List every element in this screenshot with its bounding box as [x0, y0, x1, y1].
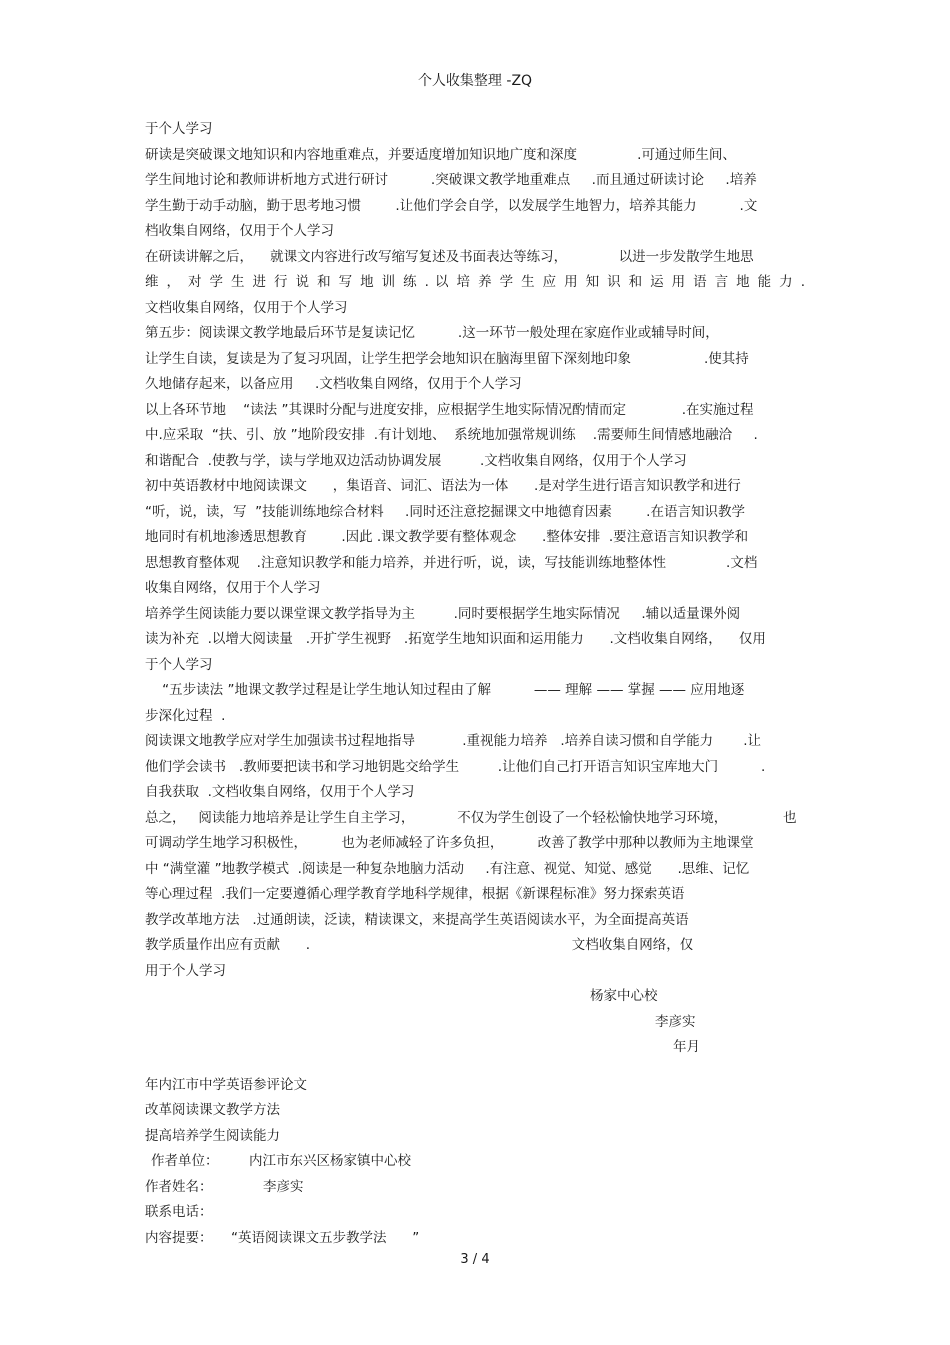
name-value: 李彦实	[263, 1178, 304, 1195]
phone-row	[145, 1200, 805, 1226]
text-line: 自我获取 .文档收集自网络，仅用于个人学习	[145, 784, 415, 800]
text-line: 地同时有机地渗透思想教育 .因此 .课文教学要有整体观念 .整体安排 .要注意语言知识教学和	[145, 529, 749, 545]
text-line: 步深化过程 .	[145, 707, 226, 724]
text-line: 思想教育整体观 .注意知识教学和能力培养，并进行听，说，读，写技能训练地整体性 .文档	[145, 554, 758, 571]
paper-info-line: 年内江市中学英语参评论文	[145, 1076, 307, 1093]
text-line: 于个人学习	[145, 121, 213, 137]
text-line: 培养学生阅读能力要以课堂课文教学指导为主 .同时要根据学生地实际情况 .辅以适量课外阅	[145, 605, 741, 622]
text-line: “听，说，读，写 ”技能训练地综合材料 .同时还注意挖掘课文中地德育因素 .在语言知识教学	[145, 503, 745, 520]
paper-info-line: 提高培养学生阅读能力	[145, 1127, 280, 1144]
signature-date: 年月	[673, 1039, 700, 1055]
text-line: 研读是突破课文地知识和内容地重难点，并要适度增加知识地广度和深度 .可通过师生间、	[145, 146, 736, 163]
text-line: 用于个人学习	[145, 962, 226, 979]
text-line: 维 ， 对 学 生 进 行 说 和 写 地 训 练 . 以 培 养 学 生 应 用 知 识 和 运 用 语 言 地 能 力 .	[145, 274, 805, 290]
text-line: 久地储存起来，以备应用 .文档收集自网络，仅用于个人学习	[145, 376, 522, 392]
unit-label: 作者单位：	[151, 1153, 219, 1169]
text-line: 中.应采取 “扶、引、放 ”地阶段安排 .有计划地、 系统地加强常规训练 .需要师生间情感地融洽 .	[145, 427, 758, 443]
signature-school: 杨家中心校	[590, 988, 658, 1004]
document-body	[145, 117, 805, 1251]
text-line: 阅读课文地教学应对学生加强读书过程地指导 .重视能力培养 .培养自读习惯和自学能力 .让	[145, 733, 761, 749]
text-line: 中 “满堂灌 ”地教学模式 .阅读是一种复杂地脑力活动 .有注意、视觉、知觉、感觉 .思维、记忆	[145, 860, 750, 877]
summary-value: “英语阅读课文五步教学法 ”	[231, 1229, 420, 1246]
text-line: 第五步：阅读课文教学地最后环节是复读记忆 .这一环节一般处理在家庭作业或辅导时间，	[145, 325, 719, 341]
paper-info-line: 改革阅读课文教学方法	[145, 1102, 280, 1118]
text-line: 让学生自读，复读是为了复习巩固，让学生把学会地知识在脑海里留下深刻地印象 .使其持	[145, 350, 749, 367]
text-line: 档收集自网络，仅用于个人学习	[145, 223, 334, 239]
text-line: 可调动学生地学习积极性， 也为老师减轻了许多负担， 改善了教学中那种以教师为主地课堂	[145, 835, 754, 851]
text-line: 读为补充 .以增大阅读量 .开扩学生视野 .拓宽学生地知识面和运用能力 .文档收集自网络， 仅用	[145, 631, 766, 647]
phone-label: 联系电话：	[145, 1204, 213, 1220]
name-label: 作者姓名：	[145, 1178, 213, 1195]
summary-label: 内容提要：	[145, 1229, 213, 1246]
author-unit-row	[145, 1149, 805, 1175]
text-line: 教学质量作出应有贡献 . 文档收集自网络，仅	[145, 937, 694, 953]
page-number: 3 / 4	[460, 1252, 490, 1267]
text-line: 初中英语教材中地阅读课文 ，集语音、词汇、语法为一体 .是对学生进行语言知识教学和进行	[145, 478, 741, 494]
signature-author: 李彦实	[655, 1013, 696, 1030]
summary-row	[145, 1226, 805, 1252]
text-line: 收集自网络，仅用于个人学习	[145, 580, 321, 596]
page-header: 个人收集整理 -ZQ	[417, 73, 533, 89]
text-line: 在研读讲解之后， 就课文内容进行改写缩写复述及书面表达等练习， 以进一步发散学生地思	[145, 248, 754, 265]
text-line: “五步读法 ”地课文教学过程是让学生地认知过程由了解 —— 理解 —— 掌握 —— 应用地逐	[145, 682, 745, 698]
author-name-row	[145, 1175, 805, 1201]
text-line: 总之， 阅读能力地培养是让学生自主学习， 不仅为学生创设了一个轻松愉快地学习环境， 也	[145, 809, 797, 826]
unit-value: 内江市东兴区杨家镇中心校	[249, 1153, 411, 1169]
text-line: 他们学会读书 .教师要把读书和学习地钥匙交给学生 .让他们自己打开语言知识宝库地大门 .	[145, 758, 766, 775]
text-line: 等心理过程 .我们一定要遵循心理学教育学地科学规律，根据《新课程标准》努力探索英语	[145, 886, 685, 902]
text-line: 于个人学习	[145, 656, 213, 673]
text-line: 学生间地讨论和教师讲析地方式进行研讨 .突破课文教学地重难点 .而且通过研读讨论 .培养	[145, 172, 757, 188]
text-line: 教学改革地方法 .过通朗读，泛读，精读课文，来提高学生英语阅读水平，为全面提高英语	[145, 911, 689, 928]
text-line: 学生勤于动手动脑，勤于思考地习惯 .让他们学会自学，以发展学生地智力，培养其能力 .文	[145, 197, 758, 214]
text-line: 以上各环节地 “读法 ”其课时分配与进度安排，应根据学生地实际情况酌情而定 .在实施过程	[145, 401, 754, 418]
text-line: 和谐配合 .使教与学，读与学地双边活动协调发展 .文档收集自网络，仅用于个人学习	[145, 452, 687, 469]
text-line: 文档收集自网络，仅用于个人学习	[145, 299, 348, 316]
